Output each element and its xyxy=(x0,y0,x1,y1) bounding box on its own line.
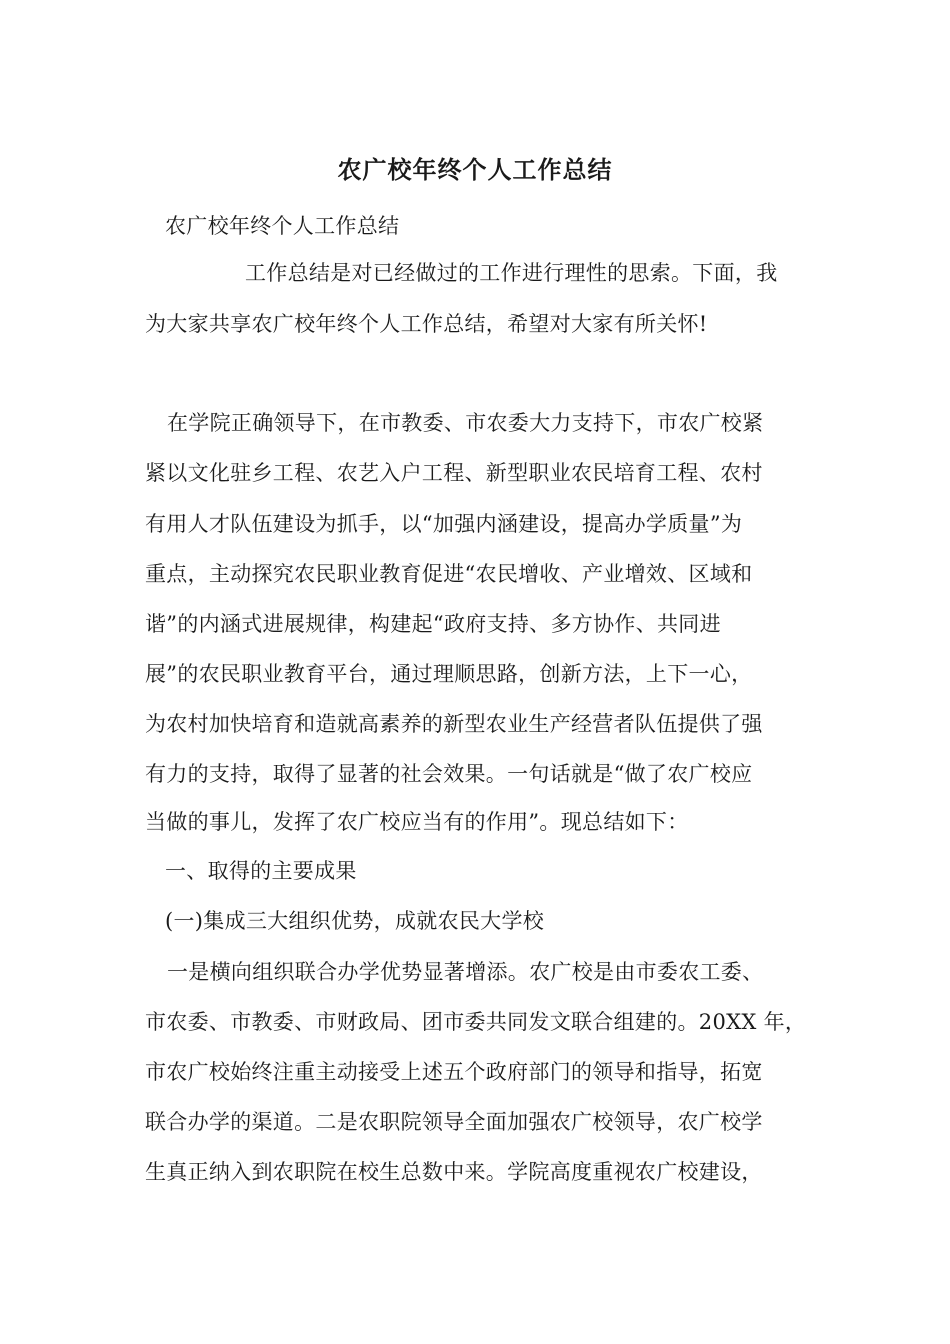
section-line-4: 联合办学的渠道。二是农职院领导全面加强农广校领导，农广校学 xyxy=(145,1110,763,1134)
body-line-2: 紧以文化驻乡工程、农艺入户工程、新型职业农民培育工程、农村 xyxy=(145,461,763,485)
section-heading: 一、取得的主要成果 xyxy=(165,859,357,883)
body-line-1: 在学院正确领导下，在市教委、市农委大力支持下，市农广校紧 xyxy=(167,411,764,435)
document-title: 农广校年终个人工作总结 xyxy=(337,156,613,184)
body-line-8: 有力的支持，取得了显著的社会效果。一句话就是“做了农广校应 xyxy=(145,762,753,786)
body-line-9: 当做的事儿，发挥了农广校应当有的作用”。现总结如下： xyxy=(145,810,689,834)
section-line-5: 生真正纳入到农职院在校生总数中来。学院高度重视农广校建设， xyxy=(145,1160,763,1184)
subsection-heading: (一)集成三大组织优势，成就农民大学校 xyxy=(165,909,545,933)
body-line-6: 展”的农民职业教育平台，通过理顺思路，创新方法，上下一心， xyxy=(145,662,753,686)
body-line-7: 为农村加快培育和造就高素养的新型农业生产经营者队伍提供了强 xyxy=(145,712,763,736)
document-subtitle: 农广校年终个人工作总结 xyxy=(165,214,400,238)
section-line-3: 市农广校始终注重主动接受上述五个政府部门的领导和指导，拓宽 xyxy=(145,1060,763,1084)
body-line-4: 重点，主动探究农民职业教育促进“农民增收、产业增效、区域和 xyxy=(145,562,753,586)
body-line-3: 有用人才队伍建设为抓手，以“加强内涵建设，提高办学质量”为 xyxy=(145,512,743,536)
intro-line-2: 为大家共享农广校年终个人工作总结，希望对大家有所关怀! xyxy=(145,312,708,336)
intro-line-1: 工作总结是对已经做过的工作进行理性的思索。下面，我 xyxy=(245,261,778,285)
section-line-1: 一是横向组织联合办学优势显著增添。农广校是由市委农工委、 xyxy=(167,960,764,984)
body-line-5: 谐”的内涵式进展规律，构建起“政府支持、多方协作、共同进 xyxy=(145,612,721,636)
section-line-2: 市农委、市教委、市财政局、团市委共同发文联合组建的。20XX 年， xyxy=(145,1010,807,1034)
